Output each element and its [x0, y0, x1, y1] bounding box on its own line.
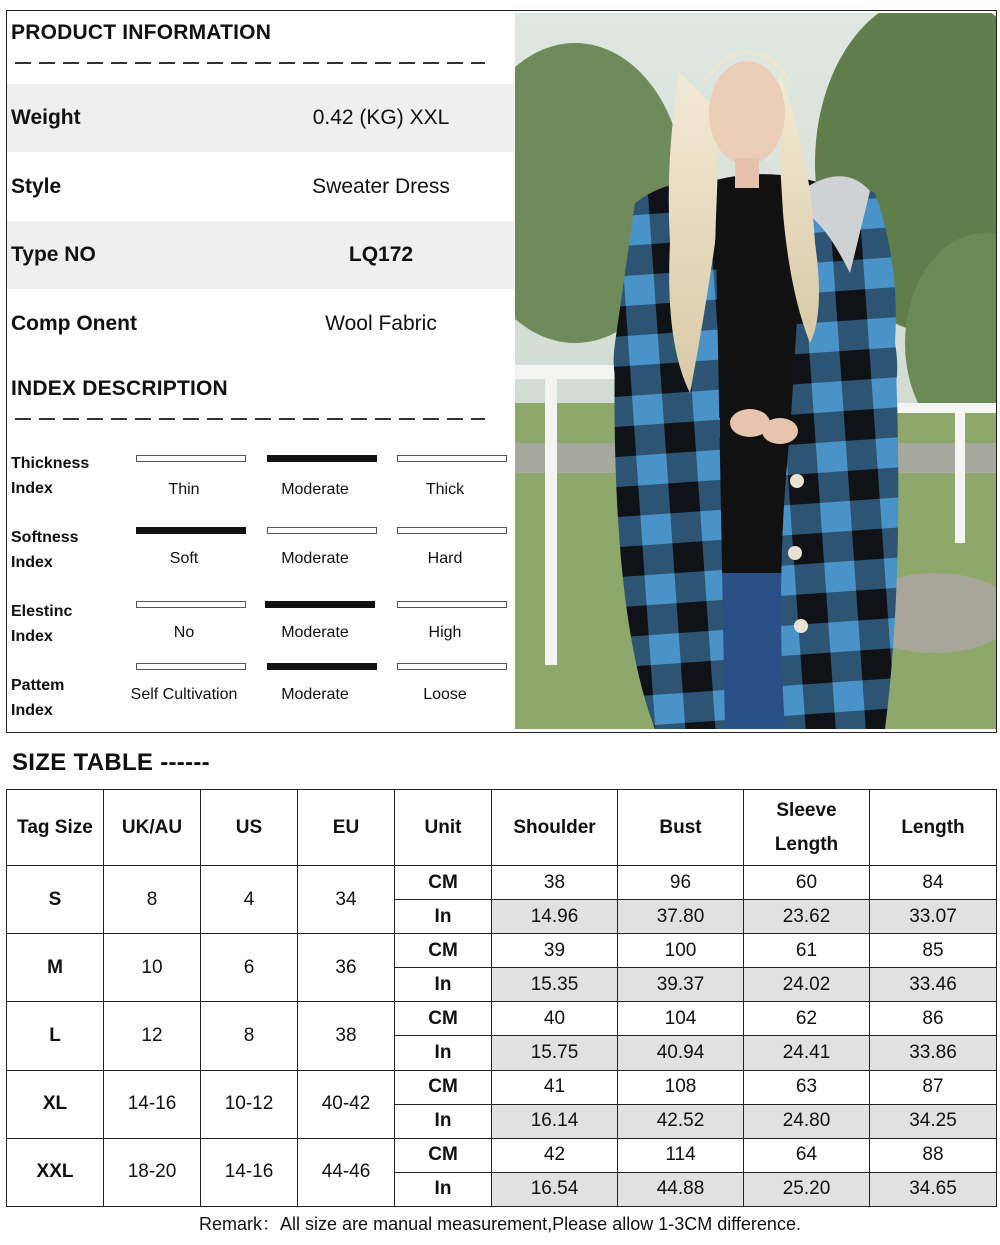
uk-au-cell: 8: [104, 866, 201, 934]
length-cell: 33.86: [870, 1036, 997, 1070]
dashed-divider: [15, 418, 485, 420]
bust-cell: 100: [618, 934, 744, 968]
index-bar: [397, 601, 507, 608]
table-row: [7, 934, 997, 968]
header-bust: Bust: [618, 790, 744, 866]
info-row-weight: [7, 84, 515, 152]
unit-cell: CM: [395, 1138, 492, 1172]
header-sleeve-line: Length: [774, 833, 839, 855]
uk-au-cell: 10: [104, 934, 201, 1002]
length-cell: 88: [870, 1138, 997, 1172]
table-row: [7, 866, 997, 900]
shoulder-cell: 14.96: [492, 900, 618, 934]
index-bar: [265, 601, 375, 608]
product-info-panel: [6, 10, 997, 733]
info-label: Style: [11, 175, 62, 198]
bust-cell: 96: [618, 866, 744, 900]
product-photo: [515, 13, 996, 729]
table-row: [7, 1002, 997, 1036]
index-label-line: Thickness: [11, 455, 90, 472]
info-row-style: [7, 153, 515, 221]
product-photo-illustration: [515, 13, 996, 729]
index-option: High: [428, 624, 462, 641]
index-option: Loose: [423, 686, 467, 703]
tag-size-cell: S: [7, 866, 104, 934]
length-cell: 34.25: [870, 1104, 997, 1138]
product-info-title: PRODUCT INFORMATION: [11, 21, 272, 44]
index-description-title: INDEX DESCRIPTION: [11, 377, 228, 400]
info-label: Comp Onent: [11, 312, 137, 335]
info-row-component: [7, 290, 515, 358]
index-row-elasticity: [7, 599, 515, 669]
header-length: Length: [870, 790, 997, 866]
sleeve-cell: 24.02: [744, 968, 870, 1002]
tag-size-cell: XL: [7, 1070, 104, 1138]
bust-cell: 44.88: [618, 1172, 744, 1206]
index-label-line: Index: [11, 554, 53, 571]
table-row: [7, 1138, 997, 1172]
index-option: Moderate: [281, 624, 349, 641]
shoulder-cell: 15.75: [492, 1036, 618, 1070]
shoulder-cell: 41: [492, 1070, 618, 1104]
index-label-line: Index: [11, 628, 53, 645]
shoulder-cell: 39: [492, 934, 618, 968]
shoulder-cell: 40: [492, 1002, 618, 1036]
shoulder-cell: 16.14: [492, 1104, 618, 1138]
bust-cell: 108: [618, 1070, 744, 1104]
us-cell: 14-16: [201, 1138, 298, 1206]
header-shoulder: Shoulder: [492, 790, 618, 866]
unit-cell: CM: [395, 934, 492, 968]
length-cell: 84: [870, 866, 997, 900]
index-label-line: Pattem: [11, 677, 65, 694]
unit-cell: In: [395, 1036, 492, 1070]
sleeve-cell: 64: [744, 1138, 870, 1172]
sleeve-cell: 24.80: [744, 1104, 870, 1138]
index-bar: [267, 527, 377, 534]
eu-cell: 34: [298, 866, 395, 934]
bust-cell: 39.37: [618, 968, 744, 1002]
index-option: Hard: [427, 550, 463, 567]
bust-cell: 104: [618, 1002, 744, 1036]
uk-au-cell: 18-20: [104, 1138, 201, 1206]
index-bar: [397, 527, 507, 534]
product-info-column: [7, 11, 515, 732]
unit-cell: In: [395, 968, 492, 1002]
unit-cell: In: [395, 900, 492, 934]
index-bar: [267, 663, 377, 670]
header-sleeve-length: [744, 790, 870, 866]
length-cell: 87: [870, 1070, 997, 1104]
index-option: No: [173, 624, 195, 641]
index-label-line: Index: [11, 702, 53, 719]
size-table: [6, 789, 997, 1207]
unit-cell: CM: [395, 1070, 492, 1104]
info-label: Weight: [11, 106, 81, 129]
eu-cell: 44-46: [298, 1138, 395, 1206]
header-unit: Unit: [395, 790, 492, 866]
dashed-divider: [15, 62, 485, 64]
us-cell: 10-12: [201, 1070, 298, 1138]
info-value: Sweater Dress: [312, 175, 450, 198]
index-label-line: Index: [11, 480, 53, 497]
unit-cell: In: [395, 1104, 492, 1138]
index-option: Moderate: [281, 550, 349, 567]
index-bar: [136, 455, 246, 462]
sleeve-cell: 60: [744, 866, 870, 900]
header-eu: EU: [298, 790, 395, 866]
info-row-type-no: [7, 221, 515, 289]
shoulder-cell: 38: [492, 866, 618, 900]
index-bar: [136, 601, 246, 608]
index-label: [11, 673, 121, 723]
index-option: Soft: [169, 550, 199, 567]
length-cell: 33.46: [870, 968, 997, 1002]
bust-cell: 37.80: [618, 900, 744, 934]
index-label-line: Softness: [11, 529, 79, 546]
sleeve-cell: 24.41: [744, 1036, 870, 1070]
info-value: LQ172: [348, 243, 414, 266]
header-uk-au: UK/AU: [104, 790, 201, 866]
uk-au-cell: 14-16: [104, 1070, 201, 1138]
length-cell: 33.07: [870, 900, 997, 934]
shoulder-cell: 15.35: [492, 968, 618, 1002]
eu-cell: 38: [298, 1002, 395, 1070]
index-label: [11, 599, 121, 649]
bust-cell: 114: [618, 1138, 744, 1172]
tag-size-cell: L: [7, 1002, 104, 1070]
shoulder-cell: 42: [492, 1138, 618, 1172]
size-table-header-row: [7, 790, 997, 866]
us-cell: 8: [201, 1002, 298, 1070]
index-label-line: Elestinc: [11, 603, 73, 620]
unit-cell: CM: [395, 866, 492, 900]
unit-cell: In: [395, 1172, 492, 1206]
index-bar: [267, 455, 377, 462]
sleeve-cell: 63: [744, 1070, 870, 1104]
table-row: [7, 1070, 997, 1104]
index-option: Moderate: [281, 481, 349, 498]
unit-cell: CM: [395, 1002, 492, 1036]
header-tag-size: Tag Size: [7, 790, 104, 866]
index-option: Thick: [425, 481, 465, 498]
info-value: 0.42 (KG) XXL: [312, 106, 450, 129]
index-bar: [397, 455, 507, 462]
index-option: Thin: [168, 481, 200, 498]
bust-cell: 40.94: [618, 1036, 744, 1070]
index-bar: [136, 527, 246, 534]
remark-note: Remark：All size are manual measurement,Please allow 1-3CM difference.: [199, 1214, 801, 1234]
header-us: US: [201, 790, 298, 866]
index-row-softness: [7, 525, 515, 595]
us-cell: 4: [201, 866, 298, 934]
uk-au-cell: 12: [104, 1002, 201, 1070]
index-row-pattern: [7, 673, 515, 743]
length-cell: 34.65: [870, 1172, 997, 1206]
bust-cell: 42.52: [618, 1104, 744, 1138]
us-cell: 6: [201, 934, 298, 1002]
sleeve-cell: 23.62: [744, 900, 870, 934]
index-option: Moderate: [281, 686, 349, 703]
size-table-heading: SIZE TABLE ------: [12, 749, 210, 776]
tag-size-cell: XXL: [7, 1138, 104, 1206]
info-value: Wool Fabric: [325, 312, 437, 335]
shoulder-cell: 16.54: [492, 1172, 618, 1206]
eu-cell: 36: [298, 934, 395, 1002]
sleeve-cell: 62: [744, 1002, 870, 1036]
sleeve-cell: 61: [744, 934, 870, 968]
index-bar: [397, 663, 507, 670]
info-label: Type NO: [11, 243, 96, 266]
eu-cell: 40-42: [298, 1070, 395, 1138]
tag-size-cell: M: [7, 934, 104, 1002]
index-label: [11, 525, 121, 575]
length-cell: 85: [870, 934, 997, 968]
header-sleeve-line: Sleeve: [776, 799, 837, 821]
index-bar: [136, 663, 246, 670]
index-row-thickness: [7, 451, 515, 521]
length-cell: 86: [870, 1002, 997, 1036]
index-option: Self Cultivation: [130, 686, 238, 703]
sleeve-cell: 25.20: [744, 1172, 870, 1206]
index-label: [11, 451, 121, 501]
